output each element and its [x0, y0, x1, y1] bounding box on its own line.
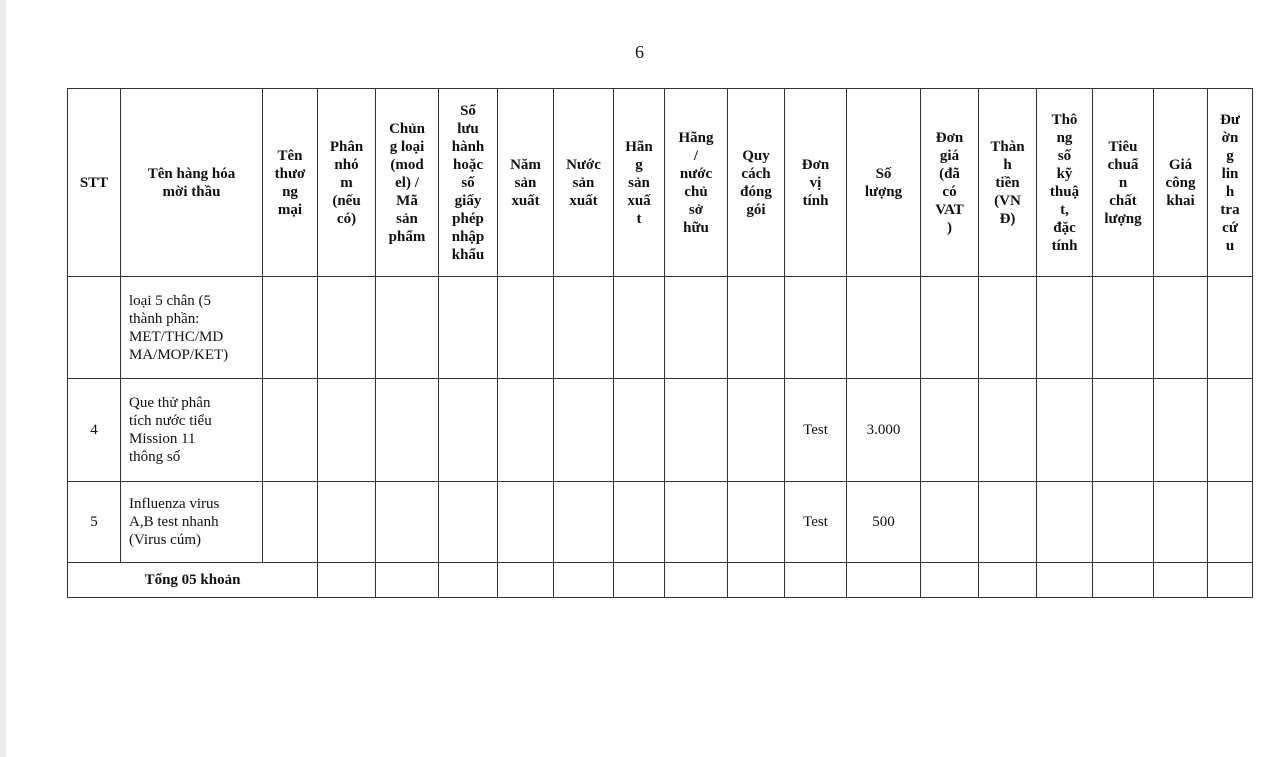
- cell-empty: [498, 379, 554, 482]
- cell-empty: [498, 563, 554, 598]
- cell-empty: [728, 482, 785, 563]
- total-label: Tổng 05 khoản: [68, 563, 318, 598]
- cell-empty: [1208, 379, 1253, 482]
- header-item-name: Tên hàng hóa mời thầu: [121, 89, 263, 277]
- cell-empty: [1093, 379, 1154, 482]
- cell-empty: [439, 482, 498, 563]
- cell-empty: [728, 563, 785, 598]
- header-specs: Thô ng số kỹ thuậ t, đặc tính: [1037, 89, 1093, 277]
- document-page: [6, 0, 1273, 757]
- cell-unit: [785, 277, 847, 379]
- cell-empty: [1208, 482, 1253, 563]
- header-public-price: Giá công khai: [1154, 89, 1208, 277]
- header-lookup-link: Đư ờn g lin h tra cứ u: [1208, 89, 1253, 277]
- cell-empty: [498, 277, 554, 379]
- table-row: [68, 482, 1253, 563]
- cell-empty: [1037, 379, 1093, 482]
- cell-empty: [318, 563, 376, 598]
- cell-quantity: 3.000: [847, 379, 921, 482]
- cell-empty: [665, 482, 728, 563]
- cell-empty: [1154, 379, 1208, 482]
- header-unit-price: Đơn giá (đã có VAT ): [921, 89, 979, 277]
- cell-empty: [665, 379, 728, 482]
- cell-empty: [263, 482, 318, 563]
- cell-empty: [847, 563, 921, 598]
- cell-empty: [728, 277, 785, 379]
- cell-empty: [263, 277, 318, 379]
- cell-empty: [921, 277, 979, 379]
- cell-empty: [554, 379, 614, 482]
- header-owner: Hãng / nước chủ sở hữu: [665, 89, 728, 277]
- cell-empty: [554, 277, 614, 379]
- cell-empty: [1037, 563, 1093, 598]
- cell-empty: [554, 482, 614, 563]
- header-year: Năm sản xuất: [498, 89, 554, 277]
- header-unit: Đơn vị tính: [785, 89, 847, 277]
- table-row: [68, 277, 1253, 379]
- cell-empty: [1093, 277, 1154, 379]
- cell-empty: [921, 482, 979, 563]
- header-group: Phân nhó m (nếu có): [318, 89, 376, 277]
- cell-empty: [614, 379, 665, 482]
- header-country: Nước sản xuất: [554, 89, 614, 277]
- cell-empty: [921, 563, 979, 598]
- cell-item-name: Que thử phân tích nước tiểu Mission 11 thông số: [121, 379, 263, 482]
- bid-items-table: [67, 88, 1253, 598]
- header-packing: Quy cách đóng gói: [728, 89, 785, 277]
- cell-empty: [614, 277, 665, 379]
- cell-empty: [1208, 563, 1253, 598]
- cell-empty: [665, 277, 728, 379]
- cell-empty: [498, 482, 554, 563]
- header-trade-name: Tên thươ ng mại: [263, 89, 318, 277]
- cell-empty: [1093, 482, 1154, 563]
- header-model: Chủn g loại (mod el) / Mã sản phẩm: [376, 89, 439, 277]
- cell-empty: [614, 563, 665, 598]
- cell-unit: Test: [785, 379, 847, 482]
- cell-empty: [376, 563, 439, 598]
- cell-empty: [376, 277, 439, 379]
- header-manufacturer: Hãn g sản xuấ t: [614, 89, 665, 277]
- cell-quantity: 500: [847, 482, 921, 563]
- cell-empty: [979, 379, 1037, 482]
- header-quantity: Số lượng: [847, 89, 921, 277]
- cell-stt: [68, 277, 121, 379]
- cell-empty: [1154, 563, 1208, 598]
- cell-empty: [318, 277, 376, 379]
- cell-empty: [376, 379, 439, 482]
- cell-item-name: Influenza virus A,B test nhanh (Virus cúm): [121, 482, 263, 563]
- page-number: 6: [635, 42, 644, 62]
- cell-item-name: loại 5 chân (5 thành phần: MET/THC/MD MA/MOP/KET): [121, 277, 263, 379]
- cell-empty: [728, 379, 785, 482]
- cell-stt: 5: [68, 482, 121, 563]
- cell-empty: [376, 482, 439, 563]
- cell-empty: [665, 563, 728, 598]
- total-row: [68, 563, 1253, 598]
- table-row: [68, 379, 1253, 482]
- cell-empty: [1154, 277, 1208, 379]
- header-amount: Thàn h tiền (VN Đ): [979, 89, 1037, 277]
- cell-empty: [1154, 482, 1208, 563]
- header-stt: STT: [68, 89, 121, 277]
- cell-empty: [318, 379, 376, 482]
- cell-empty: [979, 482, 1037, 563]
- cell-empty: [921, 379, 979, 482]
- cell-empty: [1208, 277, 1253, 379]
- cell-empty: [979, 563, 1037, 598]
- cell-empty: [554, 563, 614, 598]
- header-license: Số lưu hành hoặc số giấy phép nhập khẩu: [439, 89, 498, 277]
- cell-empty: [318, 482, 376, 563]
- cell-unit: Test: [785, 482, 847, 563]
- cell-empty: [1037, 277, 1093, 379]
- cell-empty: [439, 563, 498, 598]
- cell-quantity: [847, 277, 921, 379]
- cell-empty: [979, 277, 1037, 379]
- cell-empty: [439, 277, 498, 379]
- cell-empty: [1037, 482, 1093, 563]
- table-header-row: [68, 89, 1253, 277]
- cell-stt: 4: [68, 379, 121, 482]
- cell-empty: [263, 379, 318, 482]
- cell-empty: [785, 563, 847, 598]
- header-standard: Tiêu chuẩ n chất lượng: [1093, 89, 1154, 277]
- cell-empty: [1093, 563, 1154, 598]
- cell-empty: [614, 482, 665, 563]
- cell-empty: [439, 379, 498, 482]
